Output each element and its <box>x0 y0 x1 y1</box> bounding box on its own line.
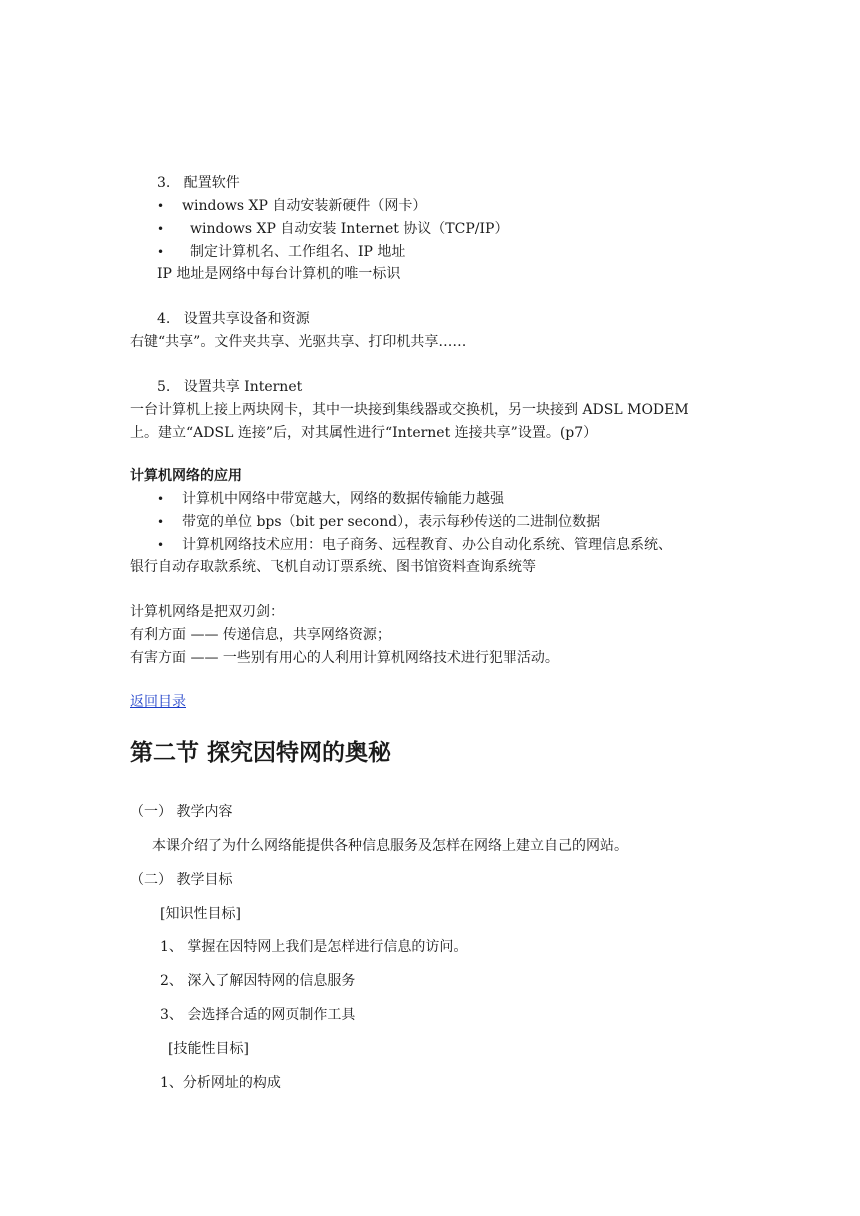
section-title: 第二节 探究因特网的奥秘 <box>130 740 392 766</box>
content-text: 本课介绍了为什么网络能提供各种信息服务及怎样在网络上建立自己的网站。 <box>152 838 628 854</box>
back-to-contents-link[interactable]: 返回目录 <box>130 694 186 710</box>
share-devices-text: 右键“共享”。文件夹共享、光驱共享、打印机共享…… <box>130 334 467 350</box>
share-devices-heading: 4. 设置共享设备和资源 <box>157 311 310 327</box>
bullet-dot-icon: • <box>157 245 165 259</box>
share-internet-text-1: 一台计算机上接上两块网卡，其中一块接到集线器或交换机，另一块接到 ADSL MODEM <box>130 402 689 418</box>
bullet-dot-icon: • <box>157 222 165 236</box>
bullet-dot-icon: • <box>157 492 165 506</box>
knowledge-item: 3、 会选择合适的网页制作工具 <box>160 1007 356 1023</box>
content-label: （一） 教学内容 <box>130 804 233 820</box>
list-item: windows XP 自动安装 Internet 协议（TCP/IP） <box>190 221 509 237</box>
applications-heading: 计算机网络的应用 <box>130 468 242 484</box>
share-internet-heading: 5. 设置共享 Internet <box>157 379 303 395</box>
double-edge-line-2: 有利方面 —— 传递信息，共享网络资源； <box>130 627 391 643</box>
list-item: 计算机网络技术应用：电子商务、远程教育、办公自动化系统、管理信息系统、 <box>182 537 672 553</box>
list-item: 制定计算机名、工作组名、IP 地址 <box>190 244 406 260</box>
double-edge-line-3: 有害方面 —— 一些别有用心的人利用计算机网络技术进行犯罪活动。 <box>130 650 559 666</box>
list-item: 计算机中网络中带宽越大，网络的数据传输能力越强 <box>182 491 504 507</box>
applications-continuation: 银行自动存取款系统、飞机自动订票系统、图书馆资料查询系统等 <box>130 559 536 575</box>
double-edge-line-1: 计算机网络是把双刃剑： <box>130 604 284 620</box>
bullet-dot-icon: • <box>157 538 165 552</box>
list-item: 带宽的单位 bps（bit per second），表示每秒传送的二进制位数据 <box>182 514 601 530</box>
configure-heading: 3. 配置软件 <box>157 175 240 191</box>
skill-item: 1、分析网址的构成 <box>160 1075 281 1091</box>
skill-label: [技能性目标] <box>168 1041 249 1057</box>
knowledge-item: 1、 掌握在因特网上我们是怎样进行信息的访问。 <box>160 939 468 955</box>
knowledge-item: 2、 深入了解因特网的信息服务 <box>160 973 356 989</box>
list-item: windows XP 自动安装新硬件（网卡） <box>182 198 427 214</box>
bullet-dot-icon: • <box>157 515 165 529</box>
goals-label: （二） 教学目标 <box>130 872 233 888</box>
knowledge-label: [知识性目标] <box>160 906 241 922</box>
configure-note: IP 地址是网络中每台计算机的唯一标识 <box>157 266 401 282</box>
share-internet-text-2: 上。建立“ADSL 连接”后，对其属性进行“Internet 连接共享”设置。(p7） <box>130 425 598 441</box>
bullet-dot-icon: • <box>157 199 165 213</box>
